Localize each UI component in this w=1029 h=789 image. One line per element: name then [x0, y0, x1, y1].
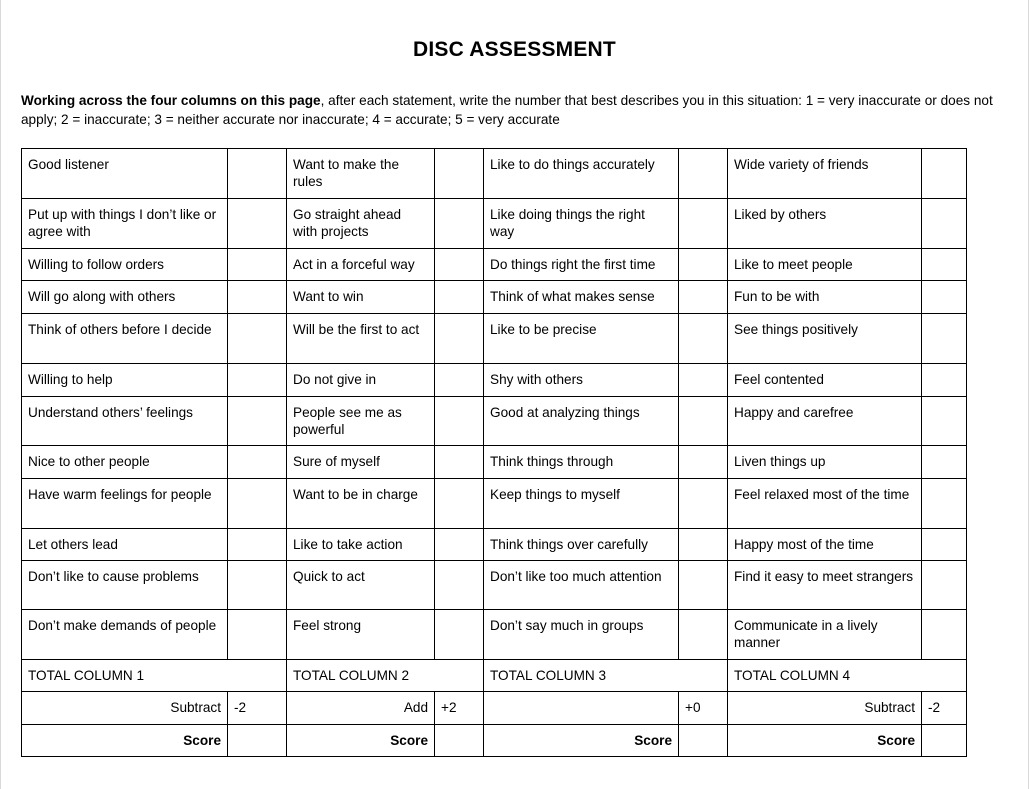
answer-cell[interactable]	[922, 199, 967, 249]
statement-cell: Do not give in	[287, 364, 435, 397]
answer-cell[interactable]	[228, 249, 287, 281]
totals-row	[22, 660, 967, 692]
statement-cell: Go straight ahead with projects	[287, 199, 435, 249]
statement-cell: Act in a forceful way	[287, 249, 435, 281]
answer-cell[interactable]	[679, 364, 728, 397]
adjust-value: -2	[228, 692, 287, 725]
answer-cell[interactable]	[922, 529, 967, 561]
answer-cell[interactable]	[679, 446, 728, 479]
score-label: Score	[22, 725, 228, 757]
answer-cell[interactable]	[228, 610, 287, 660]
statement-cell: Feel contented	[728, 364, 922, 397]
statement-cell: Liked by others	[728, 199, 922, 249]
total-label: TOTAL COLUMN 2	[287, 660, 484, 692]
answer-cell[interactable]	[922, 610, 967, 660]
statement-cell: Find it easy to meet strangers	[728, 561, 922, 610]
score-label: Score	[728, 725, 922, 757]
statement-row	[22, 479, 967, 529]
answer-cell[interactable]	[228, 149, 287, 199]
statement-row	[22, 364, 967, 397]
adjust-value: +0	[679, 692, 728, 725]
answer-cell[interactable]	[922, 364, 967, 397]
statement-cell: Don’t like to cause problems	[22, 561, 228, 610]
statement-cell: Let others lead	[22, 529, 228, 561]
answer-cell[interactable]	[435, 199, 484, 249]
answer-cell[interactable]	[435, 249, 484, 281]
answer-cell[interactable]	[922, 281, 967, 314]
statement-cell: Like to meet people	[728, 249, 922, 281]
answer-cell[interactable]	[679, 610, 728, 660]
statement-cell: Don’t say much in groups	[484, 610, 679, 660]
adjust-label: Subtract	[22, 692, 228, 725]
answer-cell[interactable]	[922, 479, 967, 529]
answer-cell[interactable]	[228, 529, 287, 561]
answer-cell[interactable]	[679, 529, 728, 561]
statement-cell: Do things right the first time	[484, 249, 679, 281]
answer-cell[interactable]	[228, 561, 287, 610]
statement-cell: Put up with things I don’t like or agree with	[22, 199, 228, 249]
answer-cell[interactable]	[922, 397, 967, 446]
answer-cell[interactable]	[679, 149, 728, 199]
statement-row	[22, 397, 967, 446]
adjust-value: +2	[435, 692, 484, 725]
answer-cell[interactable]	[679, 199, 728, 249]
statement-cell: Happy most of the time	[728, 529, 922, 561]
adjust-value: -2	[922, 692, 967, 725]
statement-cell: Like doing things the right way	[484, 199, 679, 249]
statement-cell: Nice to other people	[22, 446, 228, 479]
statement-cell: Good at analyzing things	[484, 397, 679, 446]
statement-cell: Fun to be with	[728, 281, 922, 314]
statement-cell: Don’t like too much attention	[484, 561, 679, 610]
instructions-text: , after each statement, write the number that best describes you in this situation: 1 = very inaccurate or does not apply; 2 = inaccurate; 3 = neither accurate nor inaccurate; 4 = accurate; 5 = very accurate	[21, 93, 993, 127]
score-value-cell[interactable]	[922, 725, 967, 757]
adjust-row	[22, 692, 967, 725]
statement-cell: Think things over carefully	[484, 529, 679, 561]
statement-row	[22, 199, 967, 249]
answer-cell[interactable]	[435, 281, 484, 314]
answer-cell[interactable]	[228, 281, 287, 314]
answer-cell[interactable]	[922, 314, 967, 364]
statement-cell: Want to make the rules	[287, 149, 435, 199]
answer-cell[interactable]	[922, 446, 967, 479]
answer-cell[interactable]	[435, 149, 484, 199]
answer-cell[interactable]	[679, 561, 728, 610]
statement-cell: Happy and carefree	[728, 397, 922, 446]
answer-cell[interactable]	[435, 364, 484, 397]
statement-cell: Want to be in charge	[287, 479, 435, 529]
score-value-cell[interactable]	[228, 725, 287, 757]
statement-cell: Think of others before I decide	[22, 314, 228, 364]
score-value-cell[interactable]	[435, 725, 484, 757]
answer-cell[interactable]	[679, 479, 728, 529]
statement-cell: Willing to follow orders	[22, 249, 228, 281]
score-label: Score	[287, 725, 435, 757]
instructions	[21, 91, 996, 129]
total-label: TOTAL COLUMN 3	[484, 660, 728, 692]
score-label: Score	[484, 725, 679, 757]
statement-cell: People see me as powerful	[287, 397, 435, 446]
statement-row	[22, 314, 967, 364]
statement-cell: Sure of myself	[287, 446, 435, 479]
answer-cell[interactable]	[228, 479, 287, 529]
answer-cell[interactable]	[435, 314, 484, 364]
assessment-table	[21, 148, 967, 757]
adjust-label	[484, 692, 679, 725]
statement-cell: Think things through	[484, 446, 679, 479]
statement-row	[22, 281, 967, 314]
answer-cell[interactable]	[228, 446, 287, 479]
statement-cell: Communicate in a lively manner	[728, 610, 922, 660]
statement-cell: Think of what makes sense	[484, 281, 679, 314]
answer-cell[interactable]	[679, 249, 728, 281]
statement-cell: Like to take action	[287, 529, 435, 561]
statement-row	[22, 446, 967, 479]
statement-row	[22, 561, 967, 610]
instructions-bold: Working across the four columns on this page	[21, 93, 321, 108]
answer-cell[interactable]	[435, 446, 484, 479]
answer-cell[interactable]	[679, 281, 728, 314]
answer-cell[interactable]	[435, 561, 484, 610]
answer-cell[interactable]	[435, 610, 484, 660]
statement-cell: See things positively	[728, 314, 922, 364]
score-value-cell[interactable]	[679, 725, 728, 757]
answer-cell[interactable]	[922, 249, 967, 281]
answer-cell[interactable]	[679, 397, 728, 446]
adjust-label: Add	[287, 692, 435, 725]
answer-cell[interactable]	[679, 314, 728, 364]
answer-cell[interactable]	[228, 314, 287, 364]
total-label: TOTAL COLUMN 1	[22, 660, 287, 692]
statement-cell: Wide variety of friends	[728, 149, 922, 199]
total-label: TOTAL COLUMN 4	[728, 660, 967, 692]
adjust-label: Subtract	[728, 692, 922, 725]
statement-row	[22, 249, 967, 281]
statement-row	[22, 610, 967, 660]
answer-cell[interactable]	[922, 149, 967, 199]
answer-cell[interactable]	[922, 561, 967, 610]
answer-cell[interactable]	[435, 397, 484, 446]
statement-cell: Will be the first to act	[287, 314, 435, 364]
statement-cell: Feel strong	[287, 610, 435, 660]
score-row	[22, 725, 967, 757]
answer-cell[interactable]	[228, 199, 287, 249]
statement-cell: Understand others’ feelings	[22, 397, 228, 446]
statement-cell: Liven things up	[728, 446, 922, 479]
statement-cell: Feel relaxed most of the time	[728, 479, 922, 529]
statement-cell: Like to do things accurately	[484, 149, 679, 199]
statement-row	[22, 149, 967, 199]
statement-cell: Quick to act	[287, 561, 435, 610]
answer-cell[interactable]	[435, 479, 484, 529]
statement-cell: Don’t make demands of people	[22, 610, 228, 660]
statement-cell: Willing to help	[22, 364, 228, 397]
statement-cell: Want to win	[287, 281, 435, 314]
statement-row	[22, 529, 967, 561]
statement-cell: Keep things to myself	[484, 479, 679, 529]
statement-cell: Shy with others	[484, 364, 679, 397]
statement-cell: Have warm feelings for people	[22, 479, 228, 529]
answer-cell[interactable]	[228, 397, 287, 446]
answer-cell[interactable]	[435, 529, 484, 561]
statement-cell: Will go along with others	[22, 281, 228, 314]
page-title: DISC ASSESSMENT	[413, 38, 616, 61]
answer-cell[interactable]	[228, 364, 287, 397]
statement-cell: Good listener	[22, 149, 228, 199]
statement-cell: Like to be precise	[484, 314, 679, 364]
